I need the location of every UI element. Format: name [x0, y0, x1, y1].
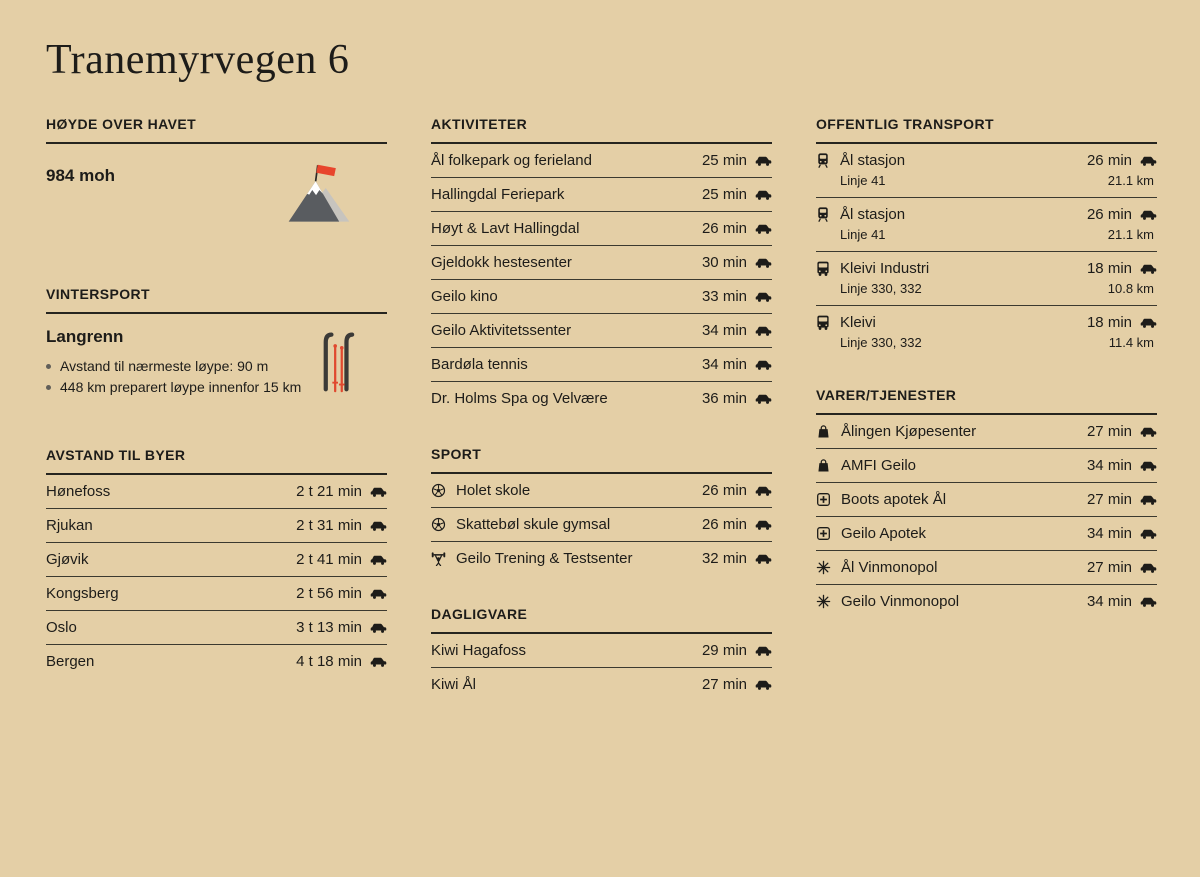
drive-time: 26 min — [1086, 206, 1132, 223]
drive-time: 33 min — [701, 288, 747, 305]
drive-time: 34 min — [1086, 525, 1132, 542]
city-name: Oslo — [46, 619, 77, 636]
elevation-value: 984 moh — [46, 166, 115, 185]
activity-row — [431, 144, 772, 178]
distance: 21.1 km — [1107, 227, 1154, 242]
drive-time: 2 t 41 min — [296, 551, 362, 568]
section-sport — [431, 446, 772, 575]
shopping-bag-icon — [816, 424, 831, 439]
wintersport-title: Langrenn — [46, 327, 124, 346]
drive-time: 34 min — [701, 322, 747, 339]
drive-time: 36 min — [701, 390, 747, 407]
drive-time: 18 min — [1086, 314, 1132, 331]
place-name: Høyt & Lavt Hallingdal — [431, 220, 580, 237]
drive-time: 4 t 18 min — [296, 653, 362, 670]
drive-time: 26 min — [1086, 152, 1132, 169]
transit-line: Linje 41 — [840, 227, 886, 242]
distance: 21.1 km — [1107, 173, 1154, 188]
section-wintersport — [46, 286, 387, 413]
car-icon — [755, 553, 772, 565]
car-icon — [755, 485, 772, 497]
car-icon — [370, 588, 387, 600]
car-icon — [1140, 562, 1157, 574]
city-row — [46, 475, 387, 509]
stop-name: Kleivi — [840, 314, 876, 331]
drive-time: 2 t 21 min — [296, 483, 362, 500]
city-row — [46, 645, 387, 678]
drive-time: 30 min — [701, 254, 747, 271]
wintersport-bullet — [46, 377, 301, 398]
car-icon — [755, 645, 772, 657]
sport-row — [431, 474, 772, 508]
car-icon — [370, 622, 387, 634]
city-name: Hønefoss — [46, 483, 111, 500]
groceries-header: DAGLIGVARE — [431, 606, 772, 634]
stop-name: Ål stasjon — [840, 206, 906, 223]
activities-header: AKTIVITETER — [431, 116, 772, 144]
car-icon — [755, 189, 772, 201]
transport-item — [816, 198, 1157, 252]
place-name: Bardøla tennis — [431, 356, 528, 373]
transport-item — [816, 252, 1157, 306]
drive-time: 27 min — [701, 676, 747, 693]
drive-time: 3 t 13 min — [296, 619, 362, 636]
drive-time: 18 min — [1086, 260, 1132, 277]
pharmacy-icon — [816, 492, 831, 507]
place-name: Geilo kino — [431, 288, 498, 305]
bullet-text: 448 km preparert løype innenfor 15 km — [60, 379, 302, 395]
cities-header: AVSTAND TIL BYER — [46, 447, 387, 475]
drive-time: 25 min — [701, 152, 747, 169]
drive-time: 32 min — [701, 550, 747, 567]
columns — [46, 116, 1156, 732]
mountain-icon — [287, 158, 351, 228]
place-name: AMFI Geilo — [841, 457, 917, 474]
transport-item — [816, 306, 1157, 359]
place-name: Geilo Aktivitetssenter — [431, 322, 572, 339]
city-row — [46, 543, 387, 577]
drive-time: 25 min — [701, 186, 747, 203]
drive-time: 34 min — [1086, 593, 1132, 610]
car-icon — [1140, 528, 1157, 540]
column-middle — [431, 116, 772, 732]
section-elevation — [46, 116, 387, 252]
city-name: Kongsberg — [46, 585, 119, 602]
wintersport-header: VINTERSPORT — [46, 286, 387, 314]
service-row — [816, 517, 1157, 551]
stop-name: Ål stasjon — [840, 152, 906, 169]
drive-time: 34 min — [701, 356, 747, 373]
page-title: Tranemyrvegen 6 — [46, 37, 350, 83]
city-row — [46, 577, 387, 611]
activity-row — [431, 314, 772, 348]
car-icon — [755, 257, 772, 269]
transport-item — [816, 144, 1157, 198]
place-name: Dr. Holms Spa og Velvære — [431, 390, 608, 407]
transit-line: Linje 41 — [840, 173, 886, 188]
grocery-row — [431, 668, 772, 701]
car-icon — [370, 486, 387, 498]
ball-icon — [431, 483, 446, 498]
shopping-bag-icon — [816, 458, 831, 473]
car-icon — [1140, 426, 1157, 438]
car-icon — [370, 554, 387, 566]
bus-icon — [816, 260, 830, 277]
activity-row — [431, 178, 772, 212]
place-name: Geilo Trening & Testsenter — [456, 550, 633, 567]
train-icon — [816, 206, 830, 223]
car-icon — [1140, 460, 1157, 472]
car-icon — [1140, 494, 1157, 506]
car-icon — [755, 291, 772, 303]
section-activities — [431, 116, 772, 415]
distance: 11.4 km — [1108, 335, 1154, 350]
column-left — [46, 116, 387, 732]
drive-time: 27 min — [1086, 423, 1132, 440]
bullet-dot-icon — [46, 364, 51, 369]
city-row — [46, 509, 387, 543]
city-name: Bergen — [46, 653, 95, 670]
city-name: Rjukan — [46, 517, 93, 534]
distance: 10.8 km — [1107, 281, 1154, 296]
place-name: Ålingen Kjøpesenter — [841, 423, 977, 440]
transport-header: OFFENTLIG TRANSPORT — [816, 116, 1157, 144]
car-icon — [755, 679, 772, 691]
wintersport-bullet — [46, 356, 301, 377]
city-name: Gjøvik — [46, 551, 89, 568]
section-cities — [46, 447, 387, 678]
section-transport — [816, 116, 1157, 359]
column-right — [816, 116, 1157, 732]
activity-row — [431, 348, 772, 382]
transit-line: Linje 330, 332 — [840, 335, 922, 350]
service-row — [816, 585, 1157, 618]
car-icon — [370, 520, 387, 532]
cross-country-ski-icon — [317, 329, 359, 393]
vinmonopol-icon — [816, 594, 831, 609]
activity-row — [431, 280, 772, 314]
bus-icon — [816, 314, 830, 331]
section-groceries — [431, 606, 772, 701]
wintersport-details — [46, 327, 301, 398]
service-row — [816, 415, 1157, 449]
car-icon — [1140, 209, 1157, 221]
ball-icon — [431, 517, 446, 532]
car-icon — [755, 155, 772, 167]
vinmonopol-icon — [816, 560, 831, 575]
bullet-dot-icon — [46, 385, 51, 390]
sport-row — [431, 542, 772, 575]
place-name: Gjeldokk hestesenter — [431, 254, 572, 271]
activity-row — [431, 212, 772, 246]
drive-time: 34 min — [1086, 457, 1132, 474]
car-icon — [1140, 155, 1157, 167]
service-row — [816, 483, 1157, 517]
section-services — [816, 387, 1157, 618]
transit-line: Linje 330, 332 — [840, 281, 922, 296]
drive-time: 2 t 56 min — [296, 585, 362, 602]
service-row — [816, 551, 1157, 585]
car-icon — [370, 656, 387, 668]
place-name: Skattebøl skule gymsal — [456, 516, 611, 533]
city-row — [46, 611, 387, 645]
place-name: Geilo Apotek — [841, 525, 927, 542]
drive-time: 29 min — [701, 642, 747, 659]
services-header: VARER/TJENESTER — [816, 387, 1157, 415]
stop-name: Kleivi Industri — [840, 260, 930, 277]
activity-row — [431, 382, 772, 415]
place-name: Geilo Vinmonopol — [841, 593, 960, 610]
car-icon — [1140, 596, 1157, 608]
car-icon — [755, 359, 772, 371]
grocery-row — [431, 634, 772, 668]
drive-time: 26 min — [701, 482, 747, 499]
bullet-text: Avstand til nærmeste løype: 90 m — [60, 358, 269, 374]
car-icon — [755, 325, 772, 337]
car-icon — [755, 223, 772, 235]
elevation-header: HØYDE OVER HAVET — [46, 116, 387, 144]
drive-time: 26 min — [701, 220, 747, 237]
train-icon — [816, 152, 830, 169]
car-icon — [755, 393, 772, 405]
sport-row — [431, 508, 772, 542]
place-name: Hallingdal Feriepark — [431, 186, 565, 203]
place-name: Holet skole — [456, 482, 531, 499]
place-name: Boots apotek Ål — [841, 491, 947, 508]
sport-header: SPORT — [431, 446, 772, 474]
activity-row — [431, 246, 772, 280]
drive-time: 27 min — [1086, 559, 1132, 576]
place-name: Kiwi Ål — [431, 676, 477, 693]
drive-time: 27 min — [1086, 491, 1132, 508]
place-name: Kiwi Hagafoss — [431, 642, 527, 659]
service-row — [816, 449, 1157, 483]
drive-time: 2 t 31 min — [296, 517, 362, 534]
car-icon — [755, 519, 772, 531]
gym-icon — [431, 551, 446, 566]
place-name: Ål Vinmonopol — [841, 559, 938, 576]
drive-time: 26 min — [701, 516, 747, 533]
place-name: Ål folkepark og ferieland — [431, 152, 592, 169]
car-icon — [1140, 317, 1157, 329]
car-icon — [1140, 263, 1157, 275]
pharmacy-icon — [816, 526, 831, 541]
